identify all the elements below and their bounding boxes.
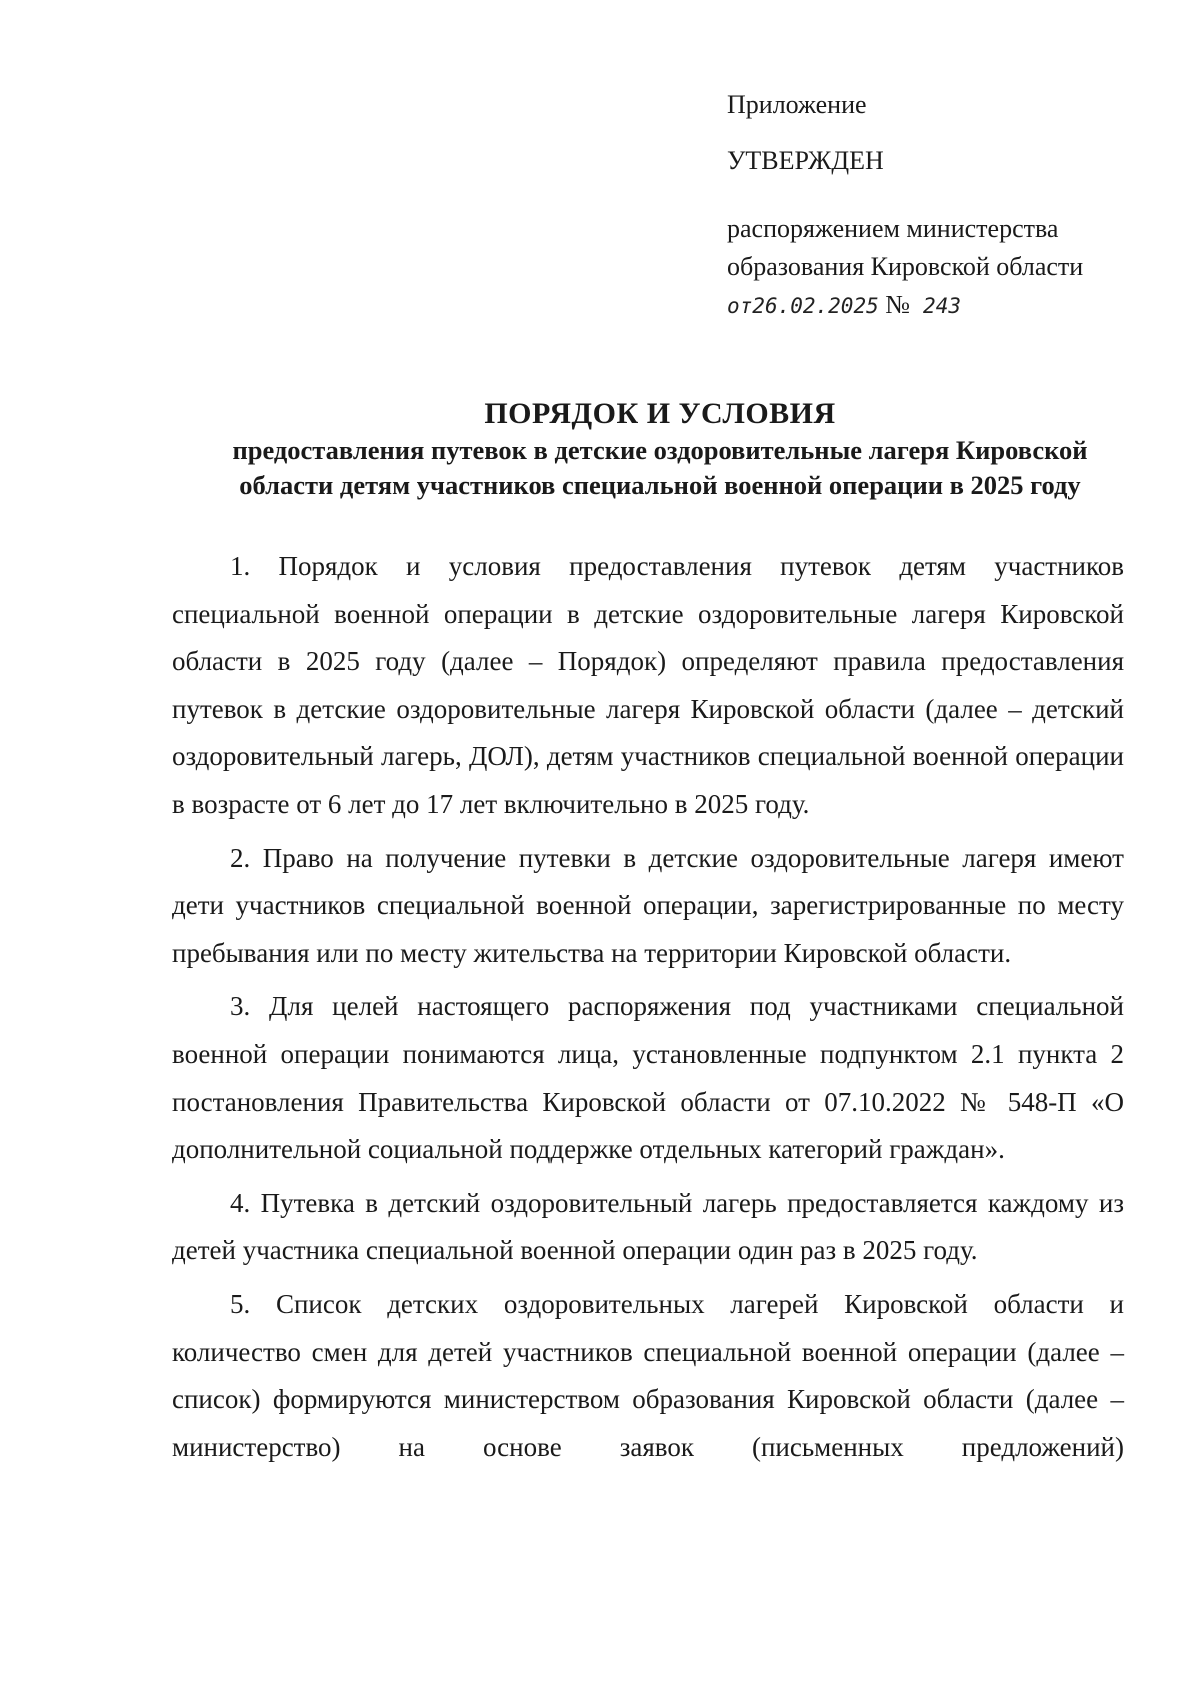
- approved-by-line-2: образования Кировской области: [727, 252, 1084, 281]
- document-title: [160, 395, 1160, 503]
- appendix-label: Приложение: [727, 90, 867, 119]
- approval-date-number: [727, 286, 1167, 325]
- document-body: [172, 543, 1124, 1477]
- paragraph-4: 4. Путевка в детский оздоровительный лагерь предоставляется каждому из детей участника специальной военной операции один раз в 2025 году.: [172, 1187, 1124, 1266]
- approved-by-line-1: распоряжением министерства: [727, 214, 1059, 243]
- paragraph-3: 3. Для целей настоящего распоряжения под участниками специальной военной операции понимаются лица, установленные подпунктом 2.1 пункта 2 постановления Правительства Кировской области от 07.10.2022 № 548-П «О дополнительной социальной поддержке отдельных категорий граждан».: [172, 991, 1124, 1165]
- date-prefix: от: [727, 294, 753, 318]
- title-subtitle-line-1: предоставления путевок в детские оздоровительные лагеря Кировской: [232, 435, 1088, 465]
- approval-stamp-block: [727, 86, 1167, 325]
- approved-label: УТВЕРЖДЕН: [727, 146, 884, 175]
- title-subtitle-line-2: области детям участников специальной военной операции в 2025 году: [239, 470, 1081, 500]
- paragraph-5: 5. Список детских оздоровительных лагерей Кировской области и количество смен для детей участников специальной военной операции (далее – список) формируются министерством образования Кировской области (далее – министерство) на основе заявок (письменных предложений): [172, 1288, 1124, 1462]
- number-sign: №: [885, 290, 911, 319]
- paragraph-1: 1. Порядок и условия предоставления путевок детям участников специальной военной операции в детские оздоровительные лагеря Кировской области в 2025 году (далее – Порядок) определяют правила предоставления путевок в детские оздоровительные лагеря Кировской области (далее – детский оздоровительный лагерь, ДОЛ), детям участников специальной военной операции в возрасте от 6 лет до 17 лет включительно в 2025 году.: [172, 551, 1124, 819]
- number-value: 243: [923, 294, 961, 318]
- paragraph-2: 2. Право на получение путевки в детские оздоровительные лагеря имеют дети участников специальной военной операции, зарегистрированные по месту пребывания или по месту жительства на территории Кировской области.: [172, 842, 1124, 968]
- date-value: 26.02.2025: [752, 294, 879, 318]
- title-main: ПОРЯДОК И УСЛОВИЯ: [484, 397, 836, 430]
